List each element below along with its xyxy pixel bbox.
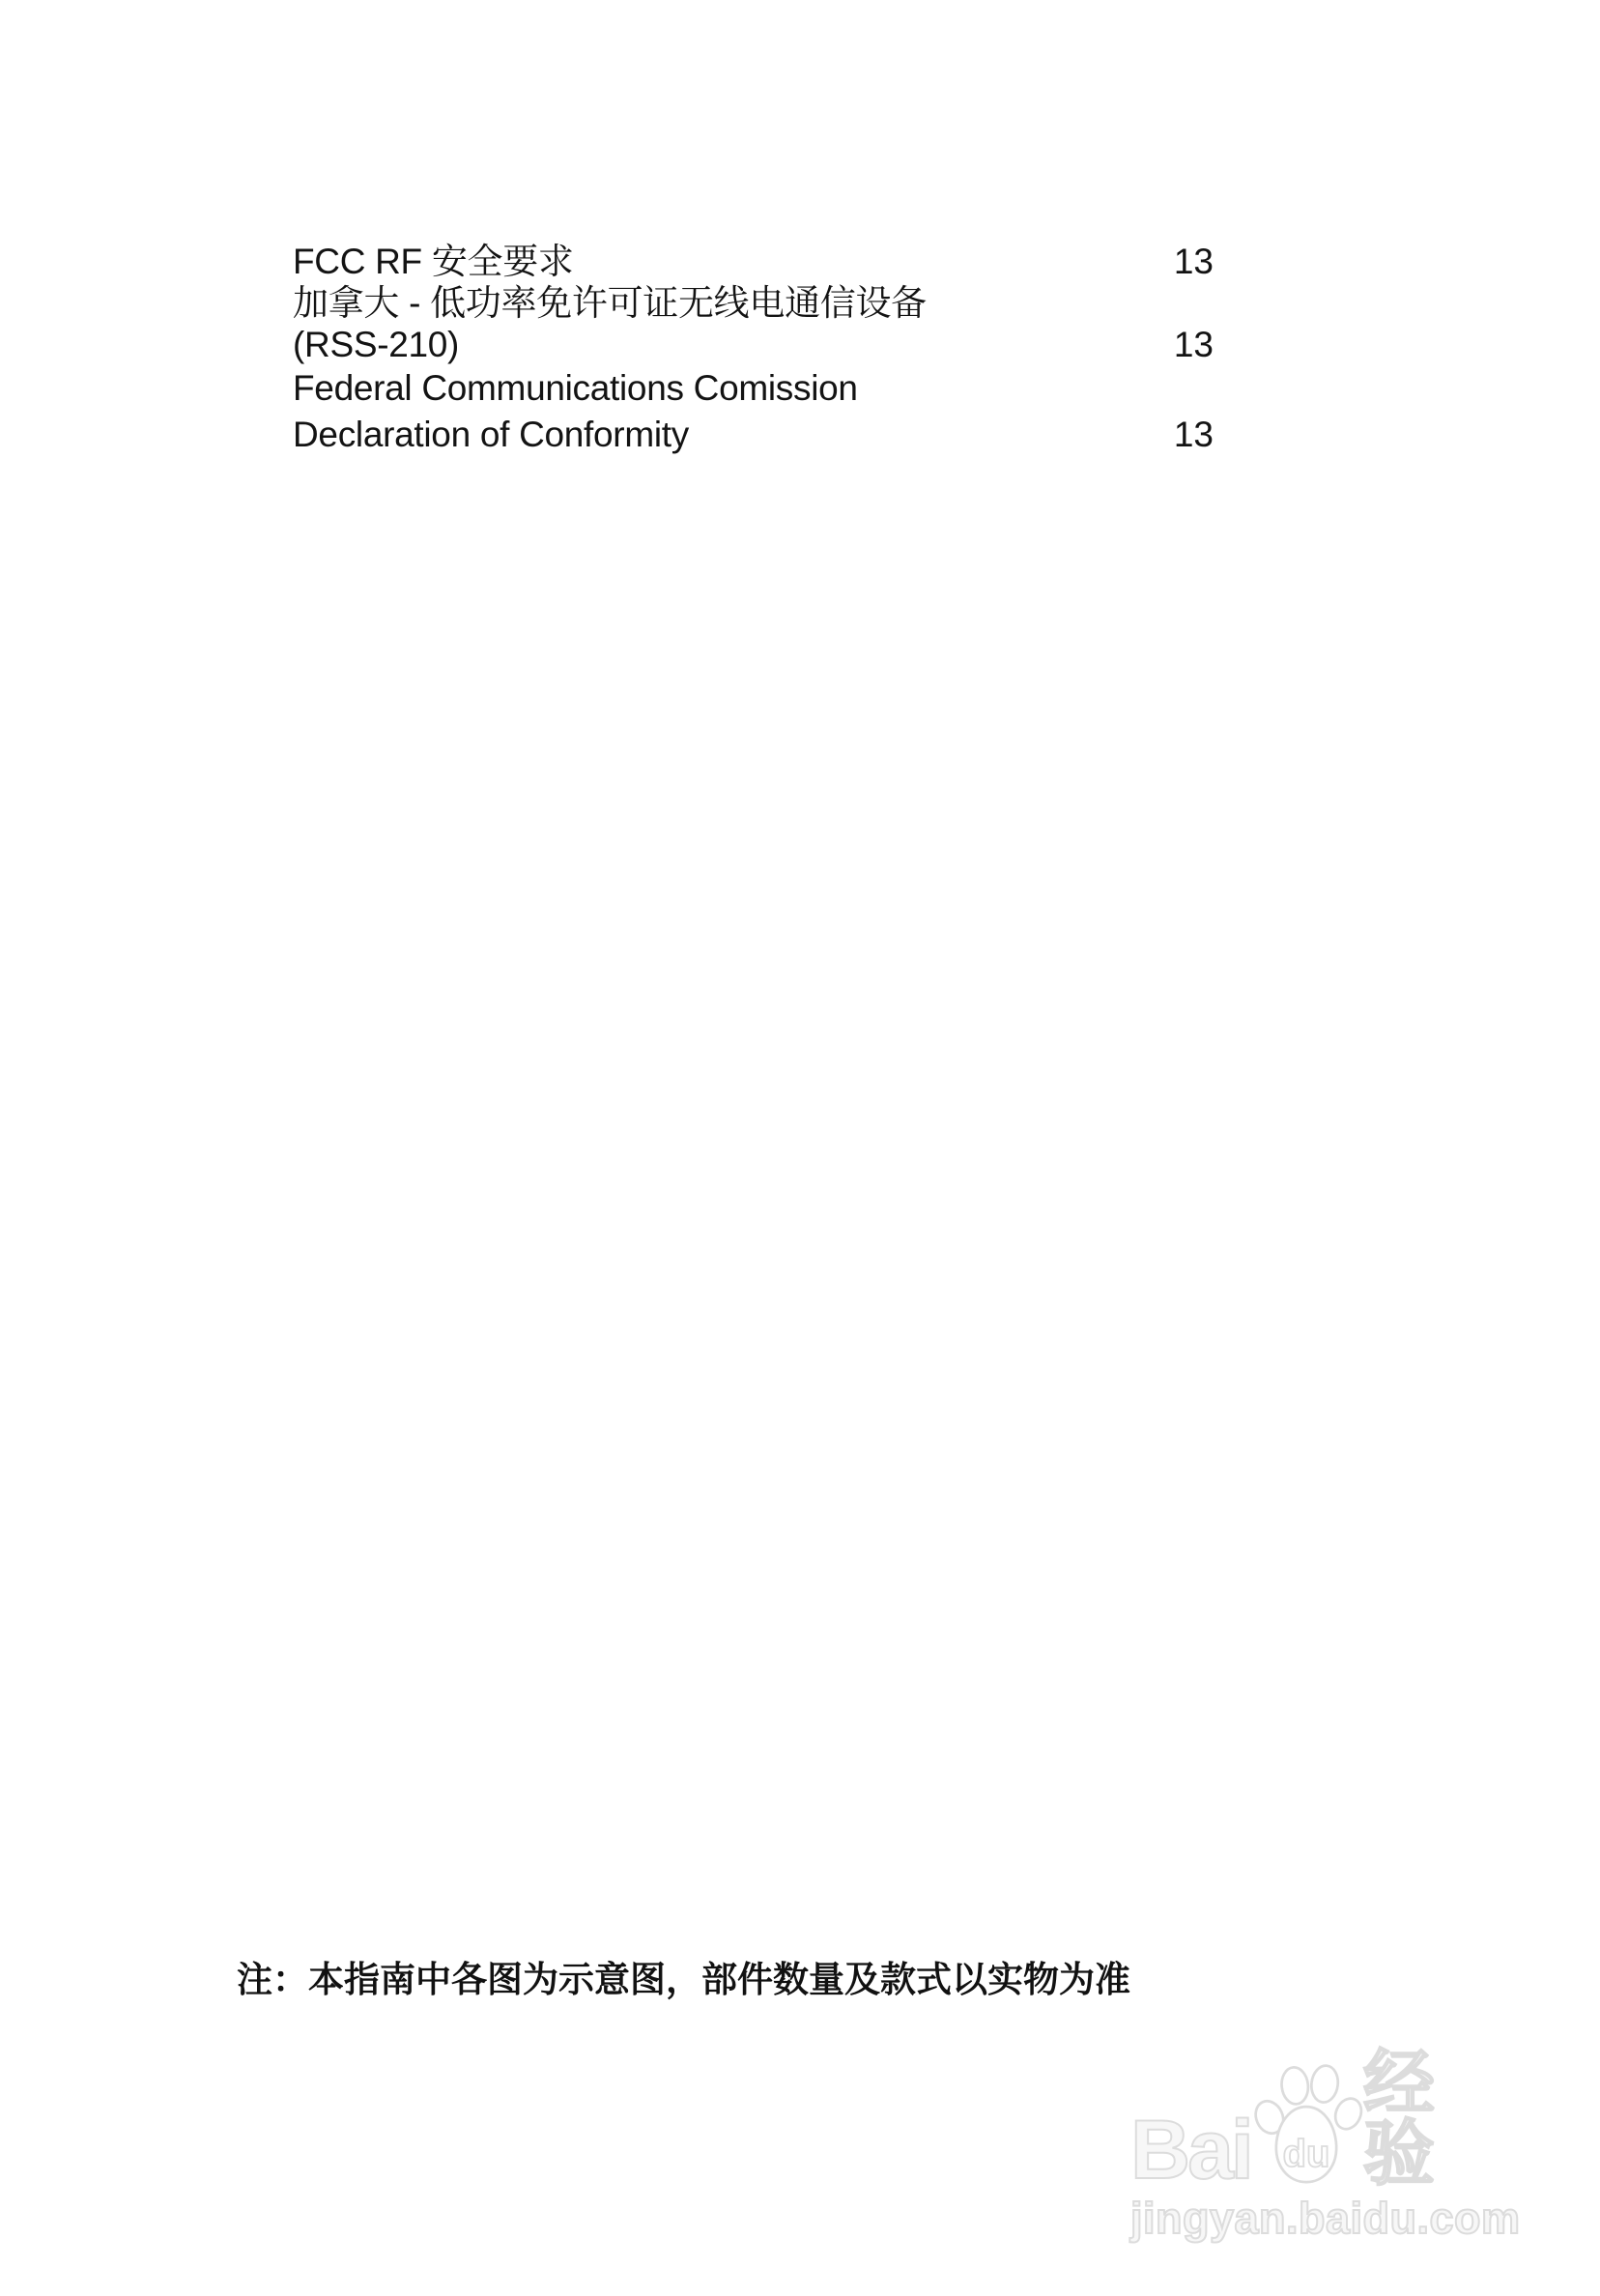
toc-entry-line: FCC RF 安全要求	[293, 242, 574, 281]
watermark-brand-cjk: 经验	[1362, 2043, 1437, 2194]
toc-entry	[293, 282, 1214, 365]
toc-entry-line: Federal Communications Comission	[293, 368, 858, 408]
watermark-url: jingyan.baidu.com	[1130, 2194, 1521, 2244]
toc-block	[293, 241, 1214, 458]
baidu-paw-icon	[1249, 2061, 1363, 2193]
toc-entry-page: 13	[1173, 242, 1214, 281]
watermark-logo	[1130, 2043, 1509, 2196]
toc-entry-line: (RSS-210)	[293, 325, 460, 364]
toc-entry-label	[293, 241, 1174, 282]
toc-entry-page: 13	[1173, 325, 1214, 364]
toc-entry-line: 加拿大 - 低功率免许可证无线电通信设备	[293, 283, 927, 323]
watermark-brand-text: Bai	[1130, 2103, 1251, 2196]
toc-entry-page: 13	[1173, 415, 1214, 454]
toc-entry-line: Declaration of Conformity	[293, 415, 689, 454]
toc-entry	[293, 365, 1214, 458]
watermark-paw-text: du	[1282, 2132, 1330, 2175]
toc-entry-label	[293, 365, 1174, 458]
footer-note: 注：本指南中各图为示意图，部件数量及款式以实物为准	[237, 1960, 1130, 1999]
baidu-jingyan-watermark	[1130, 2043, 1521, 2244]
toc-entry	[293, 241, 1214, 282]
toc-entry-label	[293, 282, 1174, 365]
